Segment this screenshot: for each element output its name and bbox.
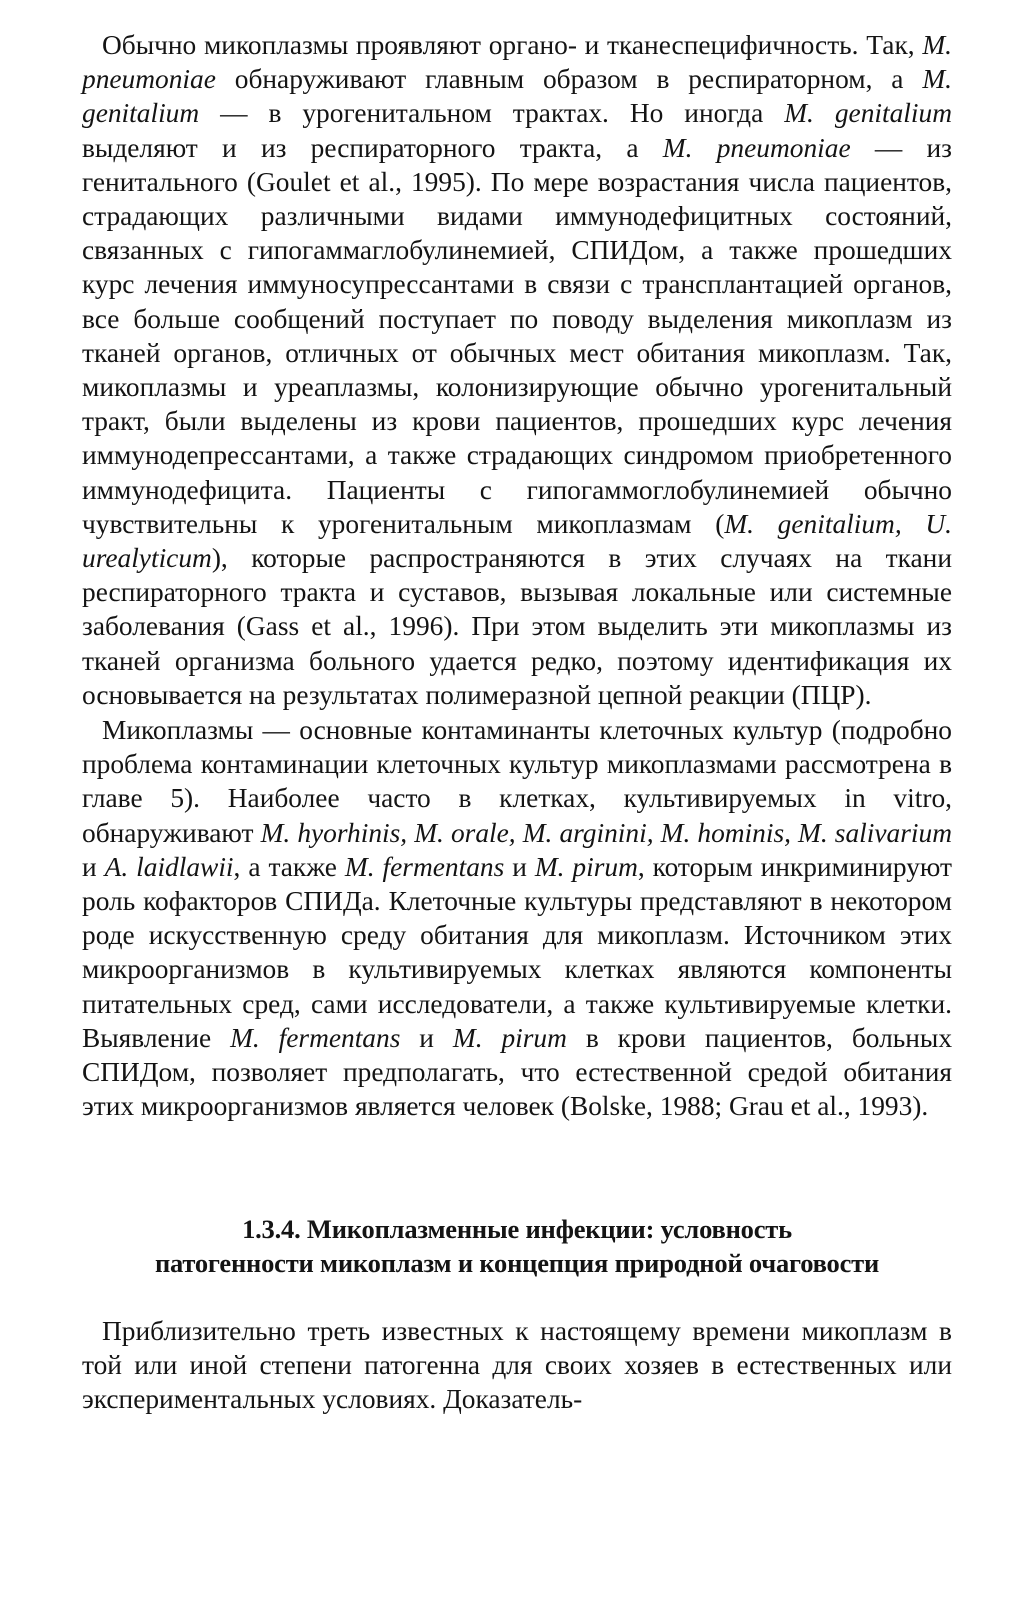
species-name: M. genitalium — [784, 98, 952, 129]
paragraph: Приблизительно треть известных к настоящему времени микоплазм в той или иной степени патогенна для своих хозяев в естественных или экспериментальных условиях. Доказатель- — [82, 1315, 952, 1414]
species-name: M. hyorhinis, M. orale, M. arginini, M. hominis, M. salivarium — [260, 817, 952, 848]
species-name: A. laidlawii — [104, 851, 234, 882]
section-heading-line: 1.3.4. Микоплазменные инфекции: условность — [242, 1213, 792, 1244]
paragraph: Обычно микоплазмы проявляют органо- и тканеспецифичность. Так, M. pneumoniae обнаруживают главным образом в респираторном, а M. genitalium — в урогенитальном трактах. Но иногда M. genitalium выделяют и из респираторного тракта, а M. pneumoniae — из генитального (Goulet et al., 1995). По мере возрастания числа пациентов, страдающих различными видами иммунодефицитных состояний, связанных с гипогаммаглобулинемией, СПИДом, а также прошедших курс лечения иммуносупрессантами в связи с трансплантацией органов, все больше сообщений поступает по поводу выделения микоплазм из тканей органов, отличных от обычных мест обитания микоплазм. Так, микоплазмы и уреаплазмы, колонизирующие обычно урогенитальный тракт, были выделены из крови пациентов, прошедших курс лечения иммунодепрессантами, а также страдающих синдромом приобретенного иммунодефицита. Пациенты с гипогаммоглобулинемией обычно чувствительны к урогенитальным микоплазмам (M. genitalium, U. urealyticum), которые распространяются в этих случаях на ткани респираторного тракта и суставов, вызывая локальные или системные заболевания (Gass et al., 1996). При этом выделить эти микоплазмы из тканей организма больного удается редко, поэтому идентификация их основывается на результатах полимеразной цепной реакции (ПЦР). — [82, 30, 952, 710]
section-heading — [82, 1212, 952, 1280]
section-heading-line: патогенности микоплазм и концепция природной очаговости — [154, 1247, 880, 1278]
species-name: M. pneumoniae — [662, 132, 851, 163]
species-name: M. genitalium, U. urealyticum — [82, 508, 952, 574]
species-name: M. pirum — [452, 1022, 567, 1053]
species-name: M. fermentans — [344, 851, 505, 882]
species-name: M. fermentans — [230, 1022, 401, 1053]
paragraph: Микоплазмы — основные контаминанты клеточных культур (подробно проблема контаминации клеточных культур микоплазмами рассмотрена в главе 5). Наиболее часто в клетках, культивируемых in vitro, обнаруживают M. hyorhinis, M. orale, M. arginini, M. hominis, M. salivarium и A. laidlawii, а также M. fermentans и M. pirum, которым инкриминируют роль кофакторов СПИДа. Клеточные культуры представляют в некотором роде искусственную среду обитания для микоплазм. Источником этих микроорганизмов в культивируемых клетках являются компоненты питательных сред, сами исследователи, а также культивируемые клетки. Выявление M. fermentans и M. pirum в крови пациентов, больных СПИДом, позволяет предполагать, что естественной средой обитания этих микроорганизмов является человек (Bolske, 1988; Grau et al., 1993). — [82, 715, 953, 1122]
document-page — [82, 28, 952, 1416]
species-name: M. genitalium — [82, 64, 952, 129]
species-name: M. pneumoniae — [82, 30, 952, 95]
species-name: M. pirum — [534, 851, 638, 882]
